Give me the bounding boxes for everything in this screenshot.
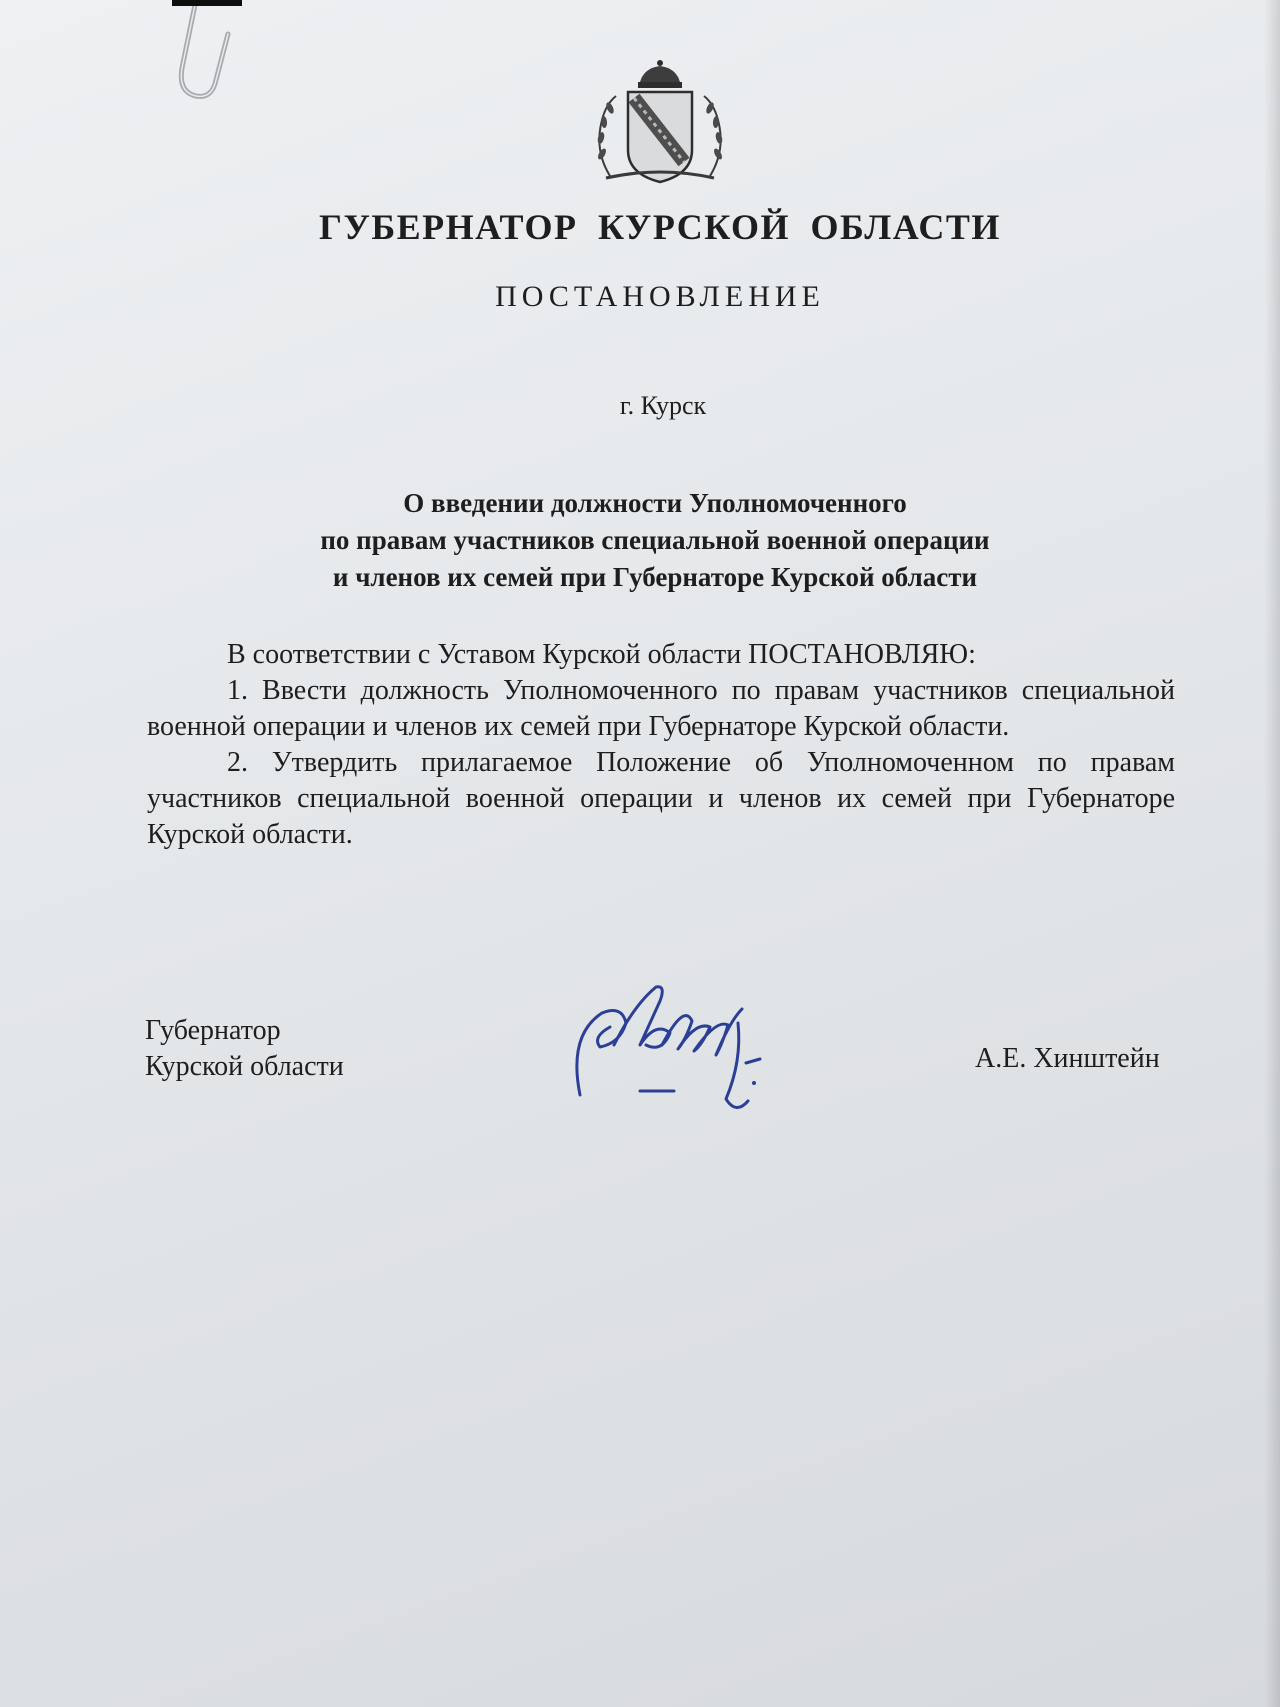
document-body xyxy=(147,637,1175,853)
document-type: ПОСТАНОВЛЕНИЕ xyxy=(495,280,825,313)
signer-position-line: Губернатор xyxy=(145,1015,281,1046)
title-line: по правам участников специальной военной операции xyxy=(320,525,990,555)
paperclip-icon xyxy=(172,0,242,110)
issuing-authority: ГУБЕРНАТОР КУРСКОЙ ОБЛАСТИ xyxy=(319,207,1001,247)
title-line: и членов их семей при Губернаторе Курской области xyxy=(332,562,978,592)
handwritten-signature xyxy=(570,975,800,1115)
preamble-paragraph: В соответствии с Уставом Курской области ПОСТАНОВЛЯЮ: xyxy=(227,639,976,670)
title-line: О введении должности Уполномоченного xyxy=(403,488,907,518)
signer-position-line: Курской области xyxy=(145,1051,344,1082)
document-title xyxy=(0,485,1280,596)
kursk-oblast-coat-of-arms-icon xyxy=(588,58,732,188)
signer-position xyxy=(145,1013,344,1085)
clause-1-paragraph: 1. Ввести должность Уполномоченного по правам участников специальной военной операции и членов их семей при Губернаторе Курской области. xyxy=(147,675,1175,742)
signer-name: А.Е. Хинштейн xyxy=(975,1043,1160,1074)
page-edge-shadow xyxy=(1264,0,1280,1707)
clause-2-paragraph: 2. Утвердить прилагаемое Положение об Уполномоченном по правам участников специальной военной операции и членов их семей при Губернаторе Курской области. xyxy=(147,747,1175,850)
document-city: г. Курск xyxy=(619,391,707,420)
